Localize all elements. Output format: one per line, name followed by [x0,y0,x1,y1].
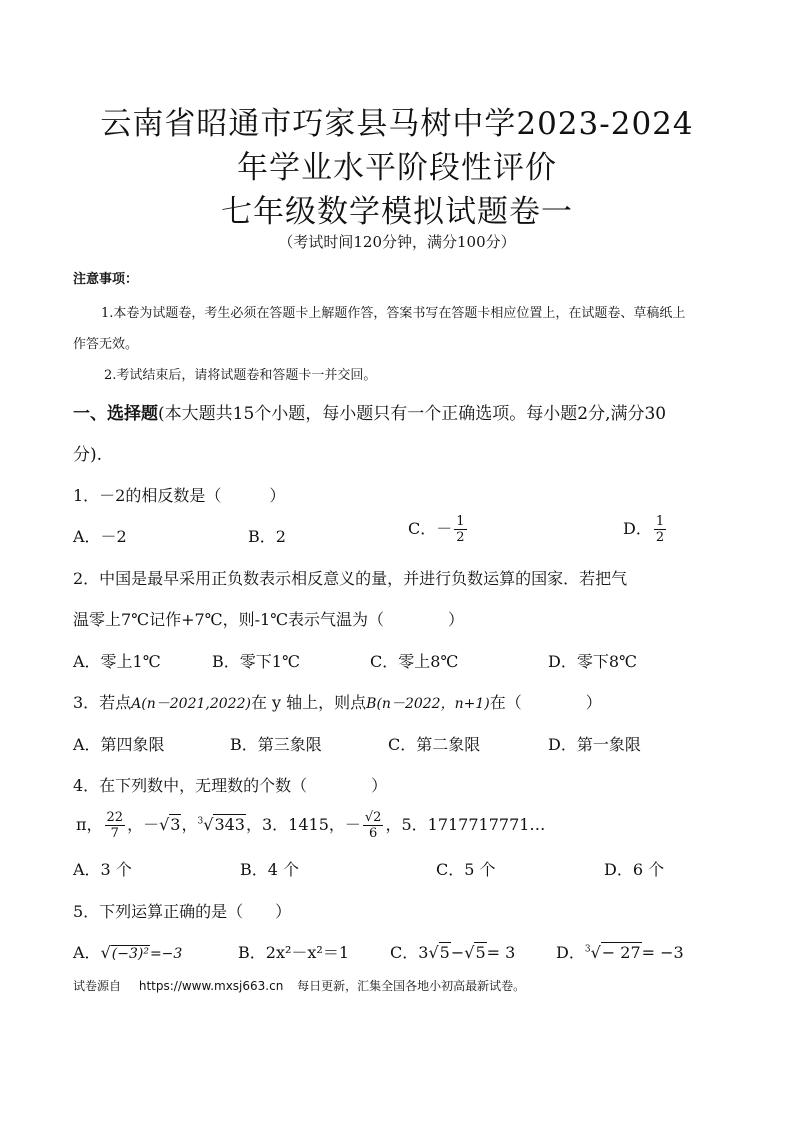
q4-sqrt3-prefix: ，－ [127,815,160,834]
q4-option-a: A．3 个 [73,860,132,879]
q5-option-d-radicand: − 27 [601,943,641,962]
q1-option-d-fraction [654,514,666,545]
q4-stem: 4．在下列数中，无理数的个数（ ） [73,776,388,795]
q1-option-b: B．2 [248,527,286,546]
footer-text: 每日更新，汇集全国各地小初高最新试卷。 [297,979,526,993]
fraction-denominator: 2 [655,530,665,545]
q5-option-a-prefix: A． [73,943,101,962]
q5-option-c-suffix: = 3 [486,943,516,962]
fraction-numerator: 22 [106,810,124,825]
q4-fraction-sqrt2-6 [363,810,384,841]
q3-option-a: A．第四象限 [73,735,165,754]
q2-option-c: C．零上8℃ [370,652,459,671]
fraction-numerator: √2 [364,810,382,825]
sqrt-icon: √ [428,943,439,962]
q4-pi: π， [76,815,103,834]
q4-option-d: D．6 个 [604,860,665,879]
q4-tail: ，5．1717717771… [385,815,546,834]
section1-heading-rest: (本大题共15个小题，每小题只有一个正确选项。每小题2分,满分30 [158,404,667,424]
exam-info: （考试时间120分钟，满分100分） [278,233,516,251]
q4-fraction-22-7 [105,810,126,841]
q3-stem-a: 3．若点 [73,693,132,712]
q4-cbrt-radicand: 343 [214,815,245,834]
footer-url-link[interactable]: https://www.mxsj663.cn [138,979,284,993]
q5-stem: 5．下列运算正确的是（ ） [73,902,292,921]
sqrt-icon: √ [590,943,601,962]
q5-option-a-radicand: (−3)² [111,946,149,962]
q3-option-b: B．第三象限 [230,735,322,754]
exam-title-line2: 年学业水平阶段性评价 [237,150,557,186]
q2-option-b: B．零下1℃ [212,652,300,671]
q5-option-a-suffix: =−3 [149,946,183,962]
q1-option-d-prefix: D． [623,519,652,538]
q4-numbers [76,810,545,841]
q2-option-d: D．零下8℃ [548,652,637,671]
q5-option-c-mid: − [450,943,465,962]
q3-stem [73,690,602,713]
fraction-numerator: 1 [655,514,665,529]
fraction-numerator: 1 [456,514,465,529]
q4-decimal: ，3．1415，－ [245,815,361,834]
q5-option-a [73,940,182,963]
exam-title-line3: 七年级数学模拟试题卷一 [221,194,573,230]
section1-heading-line2: 分). [73,445,103,465]
q5-option-d-suffix: = −3 [641,943,684,962]
q1-option-c-prefix: C．－ [408,519,453,538]
q2-option-a: A．零上1℃ [73,652,161,671]
footer [73,977,525,994]
q5-option-b: B．2x²－x²＝1 [238,943,349,962]
sqrt-icon: √ [100,943,111,962]
q4-option-c: C．5 个 [436,860,496,879]
q2-stem-line2: 温零上7℃记作+7℃，则-1℃表示气温为（ ） [73,610,465,629]
section1-heading [73,399,666,424]
q1-option-c [408,514,469,545]
section1-heading-bold: 一、选择题 [73,404,158,424]
fraction-denominator: 6 [369,826,378,841]
notes-item2: 2.考试结束后，请将试题卷和答题卡一并交回。 [104,368,377,383]
q5-option-c [390,940,515,963]
fraction-denominator: 2 [456,530,465,545]
q5-option-d [556,940,684,963]
q4-option-b: B．4 个 [240,860,300,879]
q3-stem-b: 在 y 轴上，则点 [250,693,367,712]
q1-option-a: A．－2 [73,527,127,546]
notes-item1-line1: 1.本卷为试题卷，考生必须在答题卡上解题作答，答案书写在答题卡相应位置上，在试题卷、草稿纸上 [101,306,686,321]
q4-cbrt-index: 3 [197,816,204,827]
notes-heading: 注意事项： [73,272,139,287]
sqrt-icon: √ [464,943,475,962]
fraction-denominator: 7 [110,826,119,841]
q5-option-d-index: 3 [584,944,591,955]
q3-point-b: B(n－2022，n+1) [366,696,490,712]
q4-sqrt3-radicand: 3 [170,815,181,834]
q1-option-c-fraction [454,514,466,545]
q3-stem-c: 在（ ） [489,693,602,712]
sqrt-icon: √ [159,815,170,834]
q4-cbrt-sep: ， [181,815,198,834]
q5-option-c-radicand1: 5 [439,943,450,962]
q2-stem-line1: 2．中国是最早采用正负数表示相反意义的量，并进行负数运算的国家．若把气 [73,569,628,588]
q5-option-d-prefix: D． [556,943,585,962]
notes-item1-line2: 作答无效。 [73,337,139,352]
sqrt-icon: √ [203,815,214,834]
q1-option-d [623,514,668,545]
q1-stem: 1．－2的相反数是（ ） [73,486,286,505]
q5-option-c-radicand2: 5 [475,943,486,962]
q3-option-c: C．第二象限 [388,735,481,754]
q5-option-c-prefix: C．3 [390,943,429,962]
q3-point-a: A(n－2021,2022) [131,696,251,712]
footer-label: 试卷源自 [73,979,122,993]
exam-title-line1: 云南省昭通市巧家县马树中学2023-2024 [100,106,694,142]
q3-option-d: D．第一象限 [548,735,641,754]
